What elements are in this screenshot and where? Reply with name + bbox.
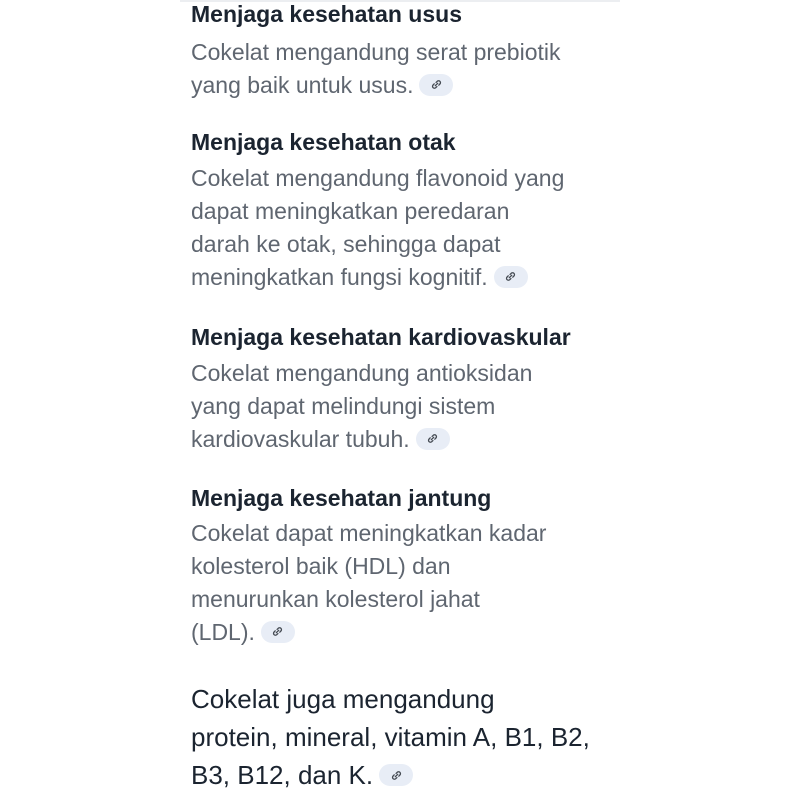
section-usus — [191, 0, 631, 102]
section-heading: Menjaga kesehatan usus — [191, 1, 462, 27]
section-body — [191, 357, 631, 456]
body-line-last — [191, 69, 631, 102]
section-body — [191, 517, 631, 649]
body-line: darah ke otak, sehingga dapat — [191, 231, 501, 257]
section-heading: Menjaga kesehatan otak — [191, 129, 456, 155]
body-line-last — [191, 423, 631, 456]
section-heading: Menjaga kesehatan kardiovaskular — [191, 324, 571, 350]
section-body — [191, 36, 631, 102]
body-line: kolesterol baik (HDL) dan — [191, 553, 451, 579]
source-link-button[interactable] — [419, 74, 453, 96]
final-paragraph — [191, 680, 631, 794]
section-jantung — [191, 484, 631, 649]
source-link-button[interactable] — [494, 266, 528, 288]
source-link-button[interactable] — [261, 621, 295, 643]
source-link-button[interactable] — [416, 428, 450, 450]
body-line: Cokelat mengandung antioksidan — [191, 360, 533, 386]
body-line-text: meningkatkan fungsi kognitif. — [191, 264, 488, 290]
link-icon — [390, 769, 403, 782]
body-line-text: (LDL). — [191, 619, 255, 645]
link-icon — [271, 625, 284, 638]
body-line-last — [191, 261, 631, 294]
section-body — [191, 162, 631, 294]
link-icon — [430, 78, 443, 91]
final-line-text: B3, B12, dan K. — [191, 760, 374, 790]
body-line-text: yang baik untuk usus. — [191, 72, 414, 98]
final-line: protein, mineral, vitamin A, B1, B2, — [191, 722, 590, 752]
section-otak — [191, 128, 631, 294]
body-line-last — [191, 616, 631, 649]
body-line-text: kardiovaskular tubuh. — [191, 426, 410, 452]
final-text — [191, 680, 631, 794]
body-line: Cokelat dapat meningkatkan kadar — [191, 520, 547, 546]
body-line: Cokelat mengandung flavonoid yang — [191, 165, 565, 191]
body-line: yang dapat melindungi sistem — [191, 393, 496, 419]
body-line: Cokelat mengandung serat prebiotik — [191, 39, 561, 65]
link-icon — [504, 270, 517, 283]
body-line: dapat meningkatkan peredaran — [191, 198, 510, 224]
section-kardiovaskular — [191, 323, 631, 456]
final-line: Cokelat juga mengandung — [191, 684, 495, 714]
link-icon — [426, 432, 439, 445]
section-heading: Menjaga kesehatan jantung — [191, 485, 492, 511]
source-link-button[interactable] — [379, 764, 413, 786]
final-line-last — [191, 756, 631, 794]
body-line: menurunkan kolesterol jahat — [191, 586, 480, 612]
